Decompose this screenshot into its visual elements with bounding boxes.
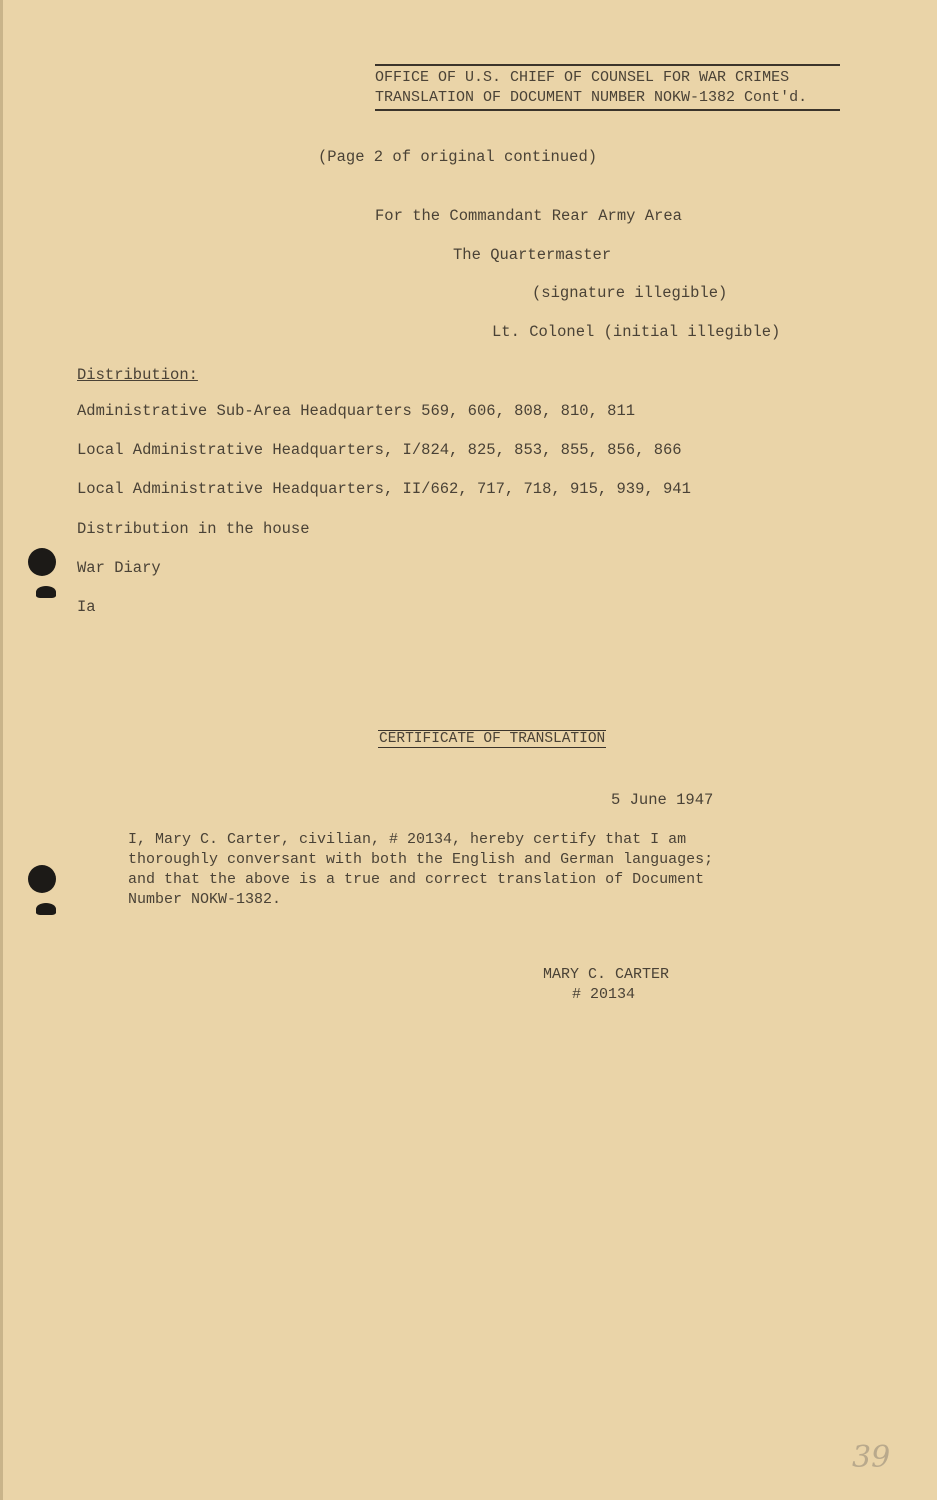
punch-hole [36, 903, 56, 915]
certificate-body-line: thoroughly conversant with both the English and German languages; [128, 851, 714, 868]
certificate-title: CERTIFICATE OF TRANSLATION [379, 731, 606, 747]
distribution-line: Local Administrative Headquarters, II/662, 717, 718, 915, 939, 941 [77, 480, 691, 498]
certificate-body-line: and that the above is a true and correct translation of Document [128, 871, 705, 888]
certificate-date: 5 June 1947 [611, 791, 714, 809]
certificate-body-line: I, Mary C. Carter, civilian, # 20134, hereby certify that I am [128, 831, 687, 848]
page-note: (Page 2 of original continued) [318, 148, 598, 166]
document-header [375, 64, 840, 111]
signature-rank: Lt. Colonel (initial illegible) [492, 323, 781, 341]
signature: (signature illegible) [532, 284, 728, 302]
page-number: 39 [852, 1440, 891, 1475]
signer-number: # 20134 [572, 986, 636, 1003]
distribution-line: Administrative Sub-Area Headquarters 569, 606, 808, 810, 811 [77, 402, 636, 420]
distribution-line: Distribution in the house [77, 520, 310, 538]
punch-hole [36, 586, 56, 598]
signature-office: The Quartermaster [453, 246, 612, 264]
certificate-body-line: Number NOKW-1382. [128, 891, 282, 908]
certificate-body [128, 830, 713, 910]
punch-hole [28, 548, 56, 576]
punch-hole [28, 865, 56, 893]
distribution-heading: Distribution: [77, 366, 198, 384]
signer-name: MARY C. CARTER [543, 966, 670, 983]
distribution-line: War Diary [77, 559, 161, 577]
distribution-line: Ia [77, 598, 96, 616]
distribution-line: Local Administrative Headquarters, I/824, 825, 853, 855, 856, 866 [77, 441, 682, 459]
header-line-1: OFFICE OF U.S. CHIEF OF COUNSEL FOR WAR CRIMES [375, 69, 790, 86]
header-line-2: TRANSLATION OF DOCUMENT NUMBER NOKW-1382 Cont'd. [375, 89, 808, 106]
page-edge [0, 0, 3, 1500]
signature-for-line: For the Commandant Rear Army Area [375, 207, 682, 225]
